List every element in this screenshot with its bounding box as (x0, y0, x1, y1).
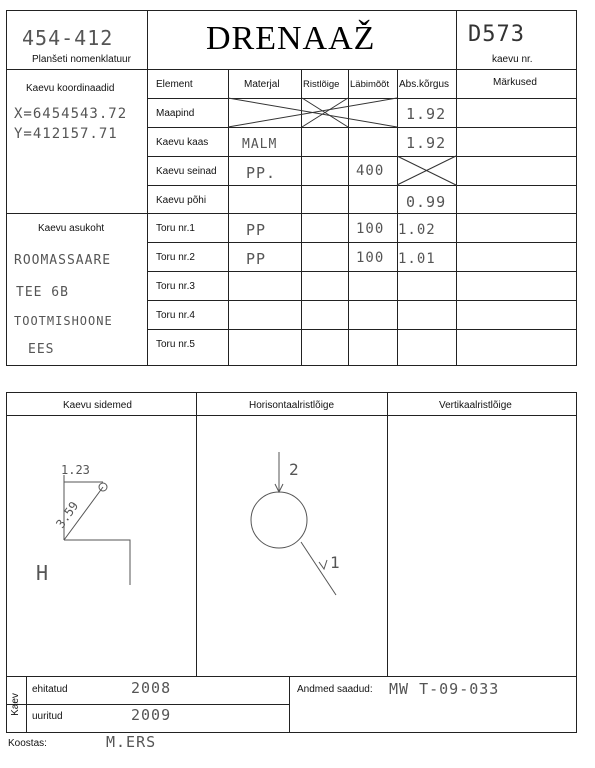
cell-kaas-materjal: MALM (242, 137, 278, 152)
compiled-value: M.ERS (106, 733, 157, 751)
coordinates-label: Kaevu koordinaadid (26, 83, 115, 94)
col-header-ristloige: Ristlõige (303, 79, 340, 90)
surveyed-label: uuritud (32, 711, 63, 722)
pipe-1-label: 1 (330, 553, 340, 572)
location-line-1: ROOMASSAARE (14, 253, 112, 268)
row-label-maapind: Maapind (156, 108, 195, 119)
location-line-4: EES (28, 342, 55, 357)
col-header-element: Element (156, 79, 193, 90)
col-header-markused: Märkused (493, 77, 537, 88)
well-number: D573 (468, 22, 525, 47)
surveyed-value: 2009 (131, 706, 172, 724)
map-code: 454-412 (22, 26, 114, 50)
tie-distance-2: 3.59 (53, 498, 82, 531)
top-form (6, 10, 577, 366)
sketch-header-horizontal: Horisontaalristlõige (249, 400, 335, 411)
cell-seinad-labimoot: 400 (356, 163, 385, 179)
well-number-label: kaevu nr. (492, 54, 533, 65)
row-label-kaevu-pohi: Kaevu põhi (156, 195, 207, 206)
row-label-toru-2: Toru nr.2 (156, 252, 195, 263)
built-value: 2008 (131, 679, 172, 697)
kaev-side-label: Kaev (9, 693, 21, 716)
sketch-header-vertical: Vertikaalristlõige (439, 400, 512, 411)
building-outline (64, 540, 130, 585)
map-code-label: Planšeti nomenklatuur (32, 54, 131, 65)
cell-toru2-labimoot: 100 (356, 250, 385, 266)
cell-kaas-abs: 1.92 (406, 134, 447, 152)
cell-toru1-materjal: PP (246, 221, 267, 239)
tie-distance-1: 1.23 (61, 463, 90, 477)
location-line-3: TOOTMISHOONE (14, 314, 113, 328)
row-label-kaevu-seinad: Kaevu seinad (156, 166, 217, 177)
bottom-form (6, 392, 577, 758)
location-line-2: TEE 6B (16, 285, 69, 300)
built-label: ehitatud (32, 684, 68, 695)
building-letter: H (36, 561, 49, 585)
data-from-label: Andmed saadud: (297, 684, 373, 695)
data-from-value: MW T-09-033 (389, 680, 500, 698)
location-label: Kaevu asukoht (38, 223, 105, 234)
crossed-out-cells (6, 10, 577, 366)
col-header-abs: Abs.kõrgus (399, 79, 450, 90)
col-header-labimoot: Läbimõõt (350, 79, 390, 90)
cell-maapind-abs: 1.92 (406, 105, 447, 123)
well-circle (251, 492, 307, 548)
sketch-drawings (6, 392, 577, 676)
cell-toru2-materjal: PP (246, 250, 267, 268)
compiled-label: Koostas: (8, 738, 47, 749)
cell-pohi-abs: 0.99 (406, 193, 447, 211)
pipe-1-arrowhead (319, 560, 327, 569)
coordinate-x: X=6454543.72 (14, 106, 128, 122)
cell-toru1-labimoot: 100 (356, 221, 385, 237)
row-label-kaevu-kaas: Kaevu kaas (156, 137, 209, 148)
row-label-toru-3: Toru nr.3 (156, 281, 195, 292)
page-title: DRENAAŽ (206, 20, 376, 57)
cell-toru1-abs: 1.02 (398, 222, 436, 238)
pipe-2-label: 2 (289, 460, 299, 479)
row-label-toru-4: Toru nr.4 (156, 310, 195, 321)
col-header-materjal: Materjal (244, 79, 280, 90)
row-label-toru-1: Toru nr.1 (156, 223, 195, 234)
sketch-header-ties: Kaevu sidemed (63, 400, 132, 411)
coordinate-y: Y=412157.71 (14, 126, 118, 142)
cell-seinad-materjal: PP. (246, 164, 277, 182)
row-label-toru-5: Toru nr.5 (156, 339, 195, 350)
cell-toru2-abs: 1.01 (398, 251, 436, 267)
